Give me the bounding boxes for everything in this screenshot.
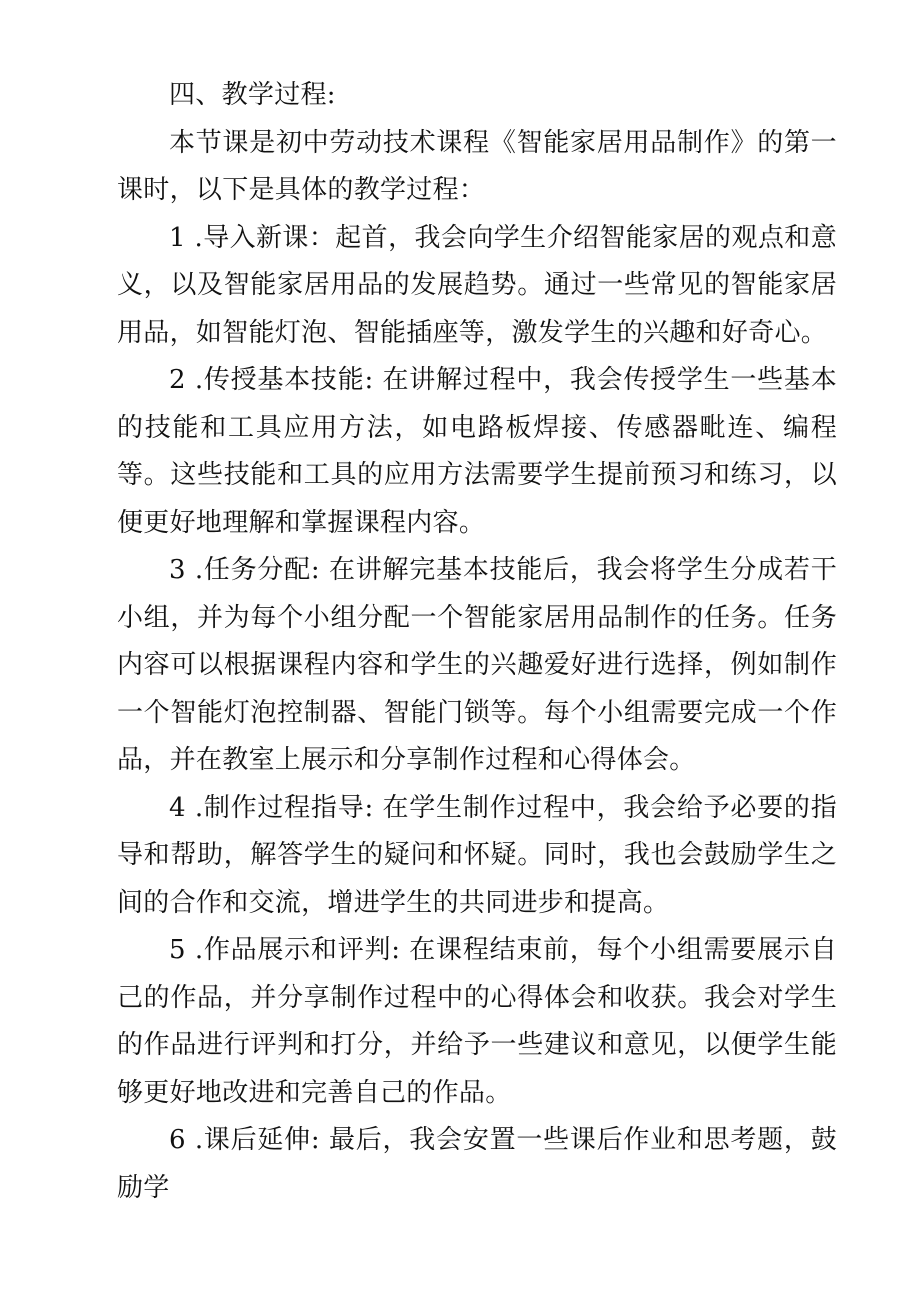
intro-paragraph: 本节课是初中劳动技术课程《智能家居用品制作》的第一课时，以下是具体的教学过程： [117, 127, 837, 205]
step-5-paragraph: 5 .作品展示和评判: 在课程结束前，每个小组需要展示自己的作品，并分享制作过程中的心得体会和收获。我会对学生的作品进行评判和打分，并给予一些建议和意见，以便学生能够更好地改进和完善自己的作品。 [117, 935, 837, 1108]
step-4-paragraph: 4 .制作过程指导: 在学生制作过程中，我会给予必要的指导和帮助，解答学生的疑问和怀疑。同时，我也会鼓励学生之间的合作和交流，增进学生的共同进步和提高。 [117, 792, 837, 918]
step-3-paragraph: 3 .任务分配: 在讲解完基本技能后，我会将学生分成若干小组，并为每个小组分配一个智能家居用品制作的任务。任务内容可以根据课程内容和学生的兴趣爱好进行选择，例如制作一个智能灯泡控制器、智能门锁等。每个小组需要完成一个作品，并在教室上展示和分享制作过程和心得体会。 [117, 555, 837, 775]
section-heading: 四、教学过程: [169, 80, 336, 110]
document-page [117, 72, 837, 1212]
step-1-paragraph: 1 .导入新课：起首，我会向学生介绍智能家居的观点和意义，以及智能家居用品的发展趋势。通过一些常见的智能家居用品，如智能灯泡、智能插座等，激发学生的兴趣和好奇心。 [117, 222, 837, 348]
step-6-paragraph: 6 .课后延伸: 最后，我会安置一些课后作业和思考题，鼓励学 [117, 1125, 837, 1203]
step-2-paragraph: 2 .传授基本技能: 在讲解过程中，我会传授学生一些基本的技能和工具应用方法，如电路板焊接、传感器毗连、编程等。这些技能和工具的应用方法需要学生提前预习和练习，以便更好地理解和掌握课程内容。 [117, 365, 837, 538]
